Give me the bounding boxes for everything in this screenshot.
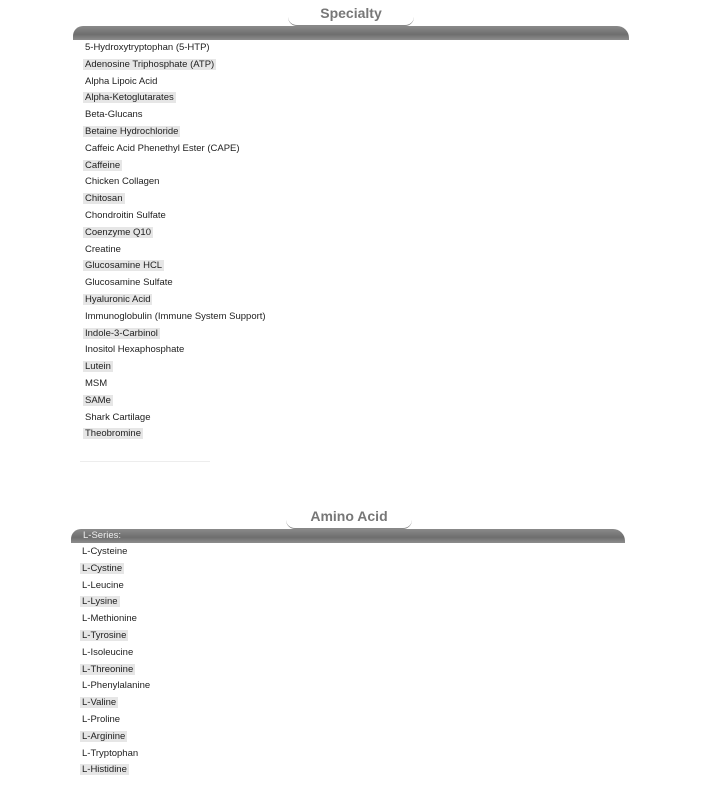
list-item <box>80 678 152 695</box>
list-item <box>80 695 152 712</box>
list-item-label: Creatine <box>85 243 121 255</box>
list-item-label: Immunoglobulin (Immune System Support) <box>85 310 266 322</box>
list-item <box>83 393 268 410</box>
specialty-list <box>83 40 268 443</box>
list-item-label: Shark Cartilage <box>85 411 151 423</box>
list-item <box>83 342 268 359</box>
list-item <box>80 762 152 779</box>
list-item <box>83 40 268 57</box>
list-item-label: L-Leucine <box>82 579 124 591</box>
list-item <box>80 729 152 746</box>
list-item-label: Lutein <box>85 361 111 373</box>
list-item <box>83 57 268 74</box>
list-item <box>83 191 268 208</box>
list-item-label: L-Lysine <box>82 596 118 608</box>
list-item <box>80 611 152 628</box>
list-item-label: L-Isoleucine <box>82 646 134 658</box>
list-item-label: Alpha Lipoic Acid <box>85 75 158 87</box>
list-item-label: L-Tryptophan <box>82 747 139 759</box>
list-item <box>83 158 268 175</box>
list-item <box>83 326 268 343</box>
list-item <box>80 645 152 662</box>
list-item <box>80 628 152 645</box>
list-item <box>83 74 268 91</box>
list-item <box>83 376 268 393</box>
list-item-label: 5-Hydroxytryptophan (5-HTP) <box>85 42 210 53</box>
specialty-title-text: Specialty <box>320 5 382 21</box>
list-item-label: Chicken Collagen <box>85 176 160 188</box>
list-item <box>83 242 268 259</box>
list-item-label: L-Histidine <box>82 764 127 776</box>
list-item <box>83 309 268 326</box>
list-item-label: Coenzyme Q10 <box>85 226 152 238</box>
list-item-label: L-Cysteine <box>82 546 128 557</box>
list-item-label: Glucosamine Sulfate <box>85 277 173 289</box>
list-item <box>80 662 152 679</box>
amino-list <box>80 544 152 779</box>
list-item-label: L-Valine <box>82 697 117 709</box>
list-item <box>80 712 152 729</box>
title-underline <box>286 520 412 529</box>
list-item-label: L-Arginine <box>82 730 126 742</box>
title-underline <box>288 17 414 26</box>
list-item-label: Glucosamine HCL <box>85 260 163 272</box>
list-item-label: Inositol Hexaphosphate <box>85 344 185 356</box>
list-item-label: L-Methionine <box>82 613 137 625</box>
specialty-header-band <box>73 26 629 40</box>
list-item-label: Theobromine <box>85 428 141 440</box>
list-item-label: Betaine Hydrochloride <box>85 125 179 137</box>
list-item <box>83 359 268 376</box>
list-item-label: L-Proline <box>82 713 121 725</box>
list-item <box>83 258 268 275</box>
list-item-label: MSM <box>85 377 108 389</box>
list-item <box>83 174 268 191</box>
list-item <box>83 275 268 292</box>
list-item-label: SAMe <box>85 394 111 406</box>
list-item <box>83 292 268 309</box>
list-item-label: L-Threonine <box>82 663 134 675</box>
list-item-label: Chitosan <box>85 193 123 205</box>
amino-header-band <box>71 529 625 543</box>
list-item <box>83 208 268 225</box>
list-item <box>83 107 268 124</box>
list-item-label: Hyaluronic Acid <box>85 293 151 305</box>
list-item-label: Caffeic Acid Phenethyl Ester (CAPE) <box>85 142 240 154</box>
list-item <box>80 746 152 763</box>
list-item-label: Indole-3-Carbinol <box>85 327 158 339</box>
list-item-label: L-Tyrosine <box>82 629 127 641</box>
divider <box>80 461 210 462</box>
list-item-label: L-Cystine <box>82 562 123 574</box>
list-item <box>83 225 268 242</box>
list-item-label: L-Phenylalanine <box>82 680 151 692</box>
list-item <box>80 561 152 578</box>
specialty-title <box>300 5 402 21</box>
amino-title <box>298 508 400 524</box>
l-series-label: L-Series: <box>83 530 122 541</box>
list-item <box>83 410 268 427</box>
list-item <box>83 141 268 158</box>
list-item <box>80 544 152 561</box>
amino-title-text: Amino Acid <box>310 508 388 524</box>
list-item <box>83 426 268 443</box>
list-item-label: Adenosine Triphosphate (ATP) <box>85 58 215 70</box>
list-item-label: Caffeine <box>85 159 121 171</box>
list-item <box>83 90 268 107</box>
list-item <box>80 594 152 611</box>
list-item-label: Chondroitin Sulfate <box>85 209 166 221</box>
list-item-label: Alpha-Ketoglutarates <box>85 92 174 104</box>
list-item <box>80 578 152 595</box>
list-item-label: Beta-Glucans <box>85 109 143 121</box>
list-item <box>83 124 268 141</box>
